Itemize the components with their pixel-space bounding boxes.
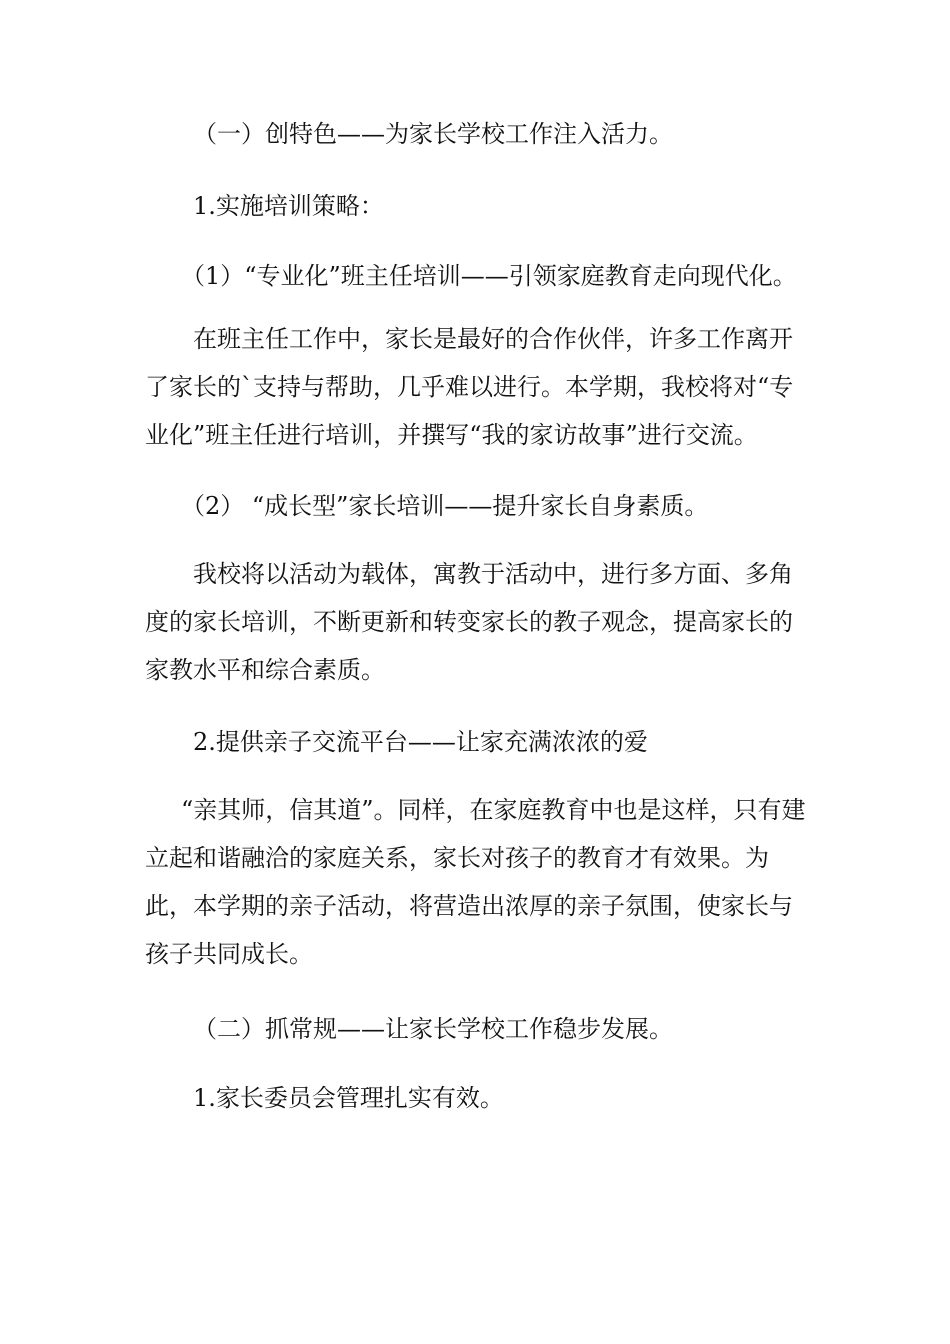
subheading-parent-training: （2） “成长型”家长培训——提升家长自身素质。 — [181, 492, 709, 520]
subheading-family-platform: 2.提供亲子交流平台——让家充满浓浓的爱 — [193, 728, 648, 756]
body-paragraph-family: “亲其师，信其道”。同样，在家庭教育中也是这样，只有建立起和谐融洽的家庭关系，家长对孩子的教育才有效果。为此，本学期的亲子活动，将营造出浓厚的亲子氛围，使家长与孩子共同成长。 — [145, 796, 806, 968]
body-paragraph-parent: 我校将以活动为载体，寓教于活动中，进行多方面、多角度的家长培训，不断更新和转变家长的教子观念，提高家长的家教水平和综合素质。 — [145, 560, 793, 684]
section-heading-1: （一）创特色——为家长学校工作注入活力。 — [193, 120, 673, 148]
subheading-parent-committee: 1.家长委员会管理扎实有效。 — [193, 1084, 504, 1112]
subheading-teacher-training: （1）“专业化”班主任培训——引领家庭教育走向现代化。 — [181, 262, 797, 290]
subheading-training-strategy: 1.实施培训策略： — [193, 192, 384, 220]
body-paragraph-teacher: 在班主任工作中，家长是最好的合作伙伴，许多工作离开了家长的`支持与帮助，几乎难以进行。本学期，我校将对“专业化”班主任进行培训，并撰写“我的家访故事”进行交流。 — [145, 325, 794, 449]
section-heading-2: （二）抓常规——让家长学校工作稳步发展。 — [193, 1015, 673, 1043]
